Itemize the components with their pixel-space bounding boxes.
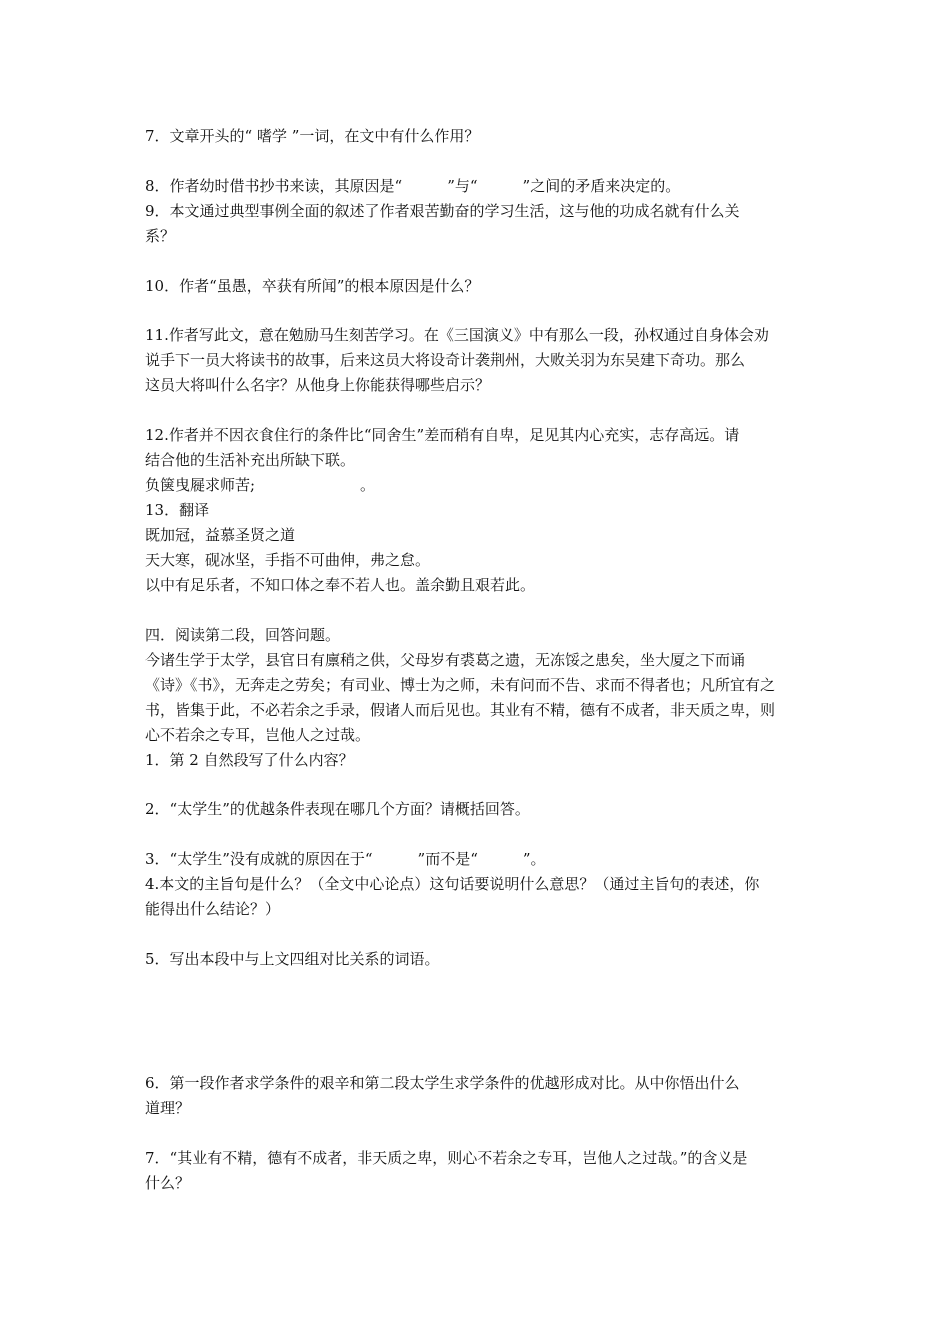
question-8: 8．作者幼时借书抄书来读，其原因是“ ”与“ ”之间的矛盾来决定的。	[145, 177, 681, 195]
question-11-line-3: 这员大将叫什么名字？从他身上你能获得哪些启示？	[145, 376, 491, 394]
section-4-question-3: 3．“太学生”没有成就的原因在于“ ”而不是“ ”。	[145, 850, 546, 868]
question-13-sentence-2: 天大寒，砚冰坚，手指不可曲伸，弗之怠。	[145, 551, 431, 569]
question-11-line-1: 11.作者写此文，意在勉励马生刻苦学习。在《三国演义》中有那么一段，孙权通过自身体会劝	[145, 326, 769, 344]
section-4-question-4-line-2: 能得出什么结论？）	[145, 900, 281, 918]
question-12-line-3: 负箧曳屣求师苦; 。	[145, 476, 376, 494]
section-4-question-6-line-2: 道理？	[145, 1099, 191, 1117]
passage-line-3: 书，皆集于此，不必若余之手录，假诸人而后见也。其业有不精，德有不成者，非天质之卑，则	[145, 701, 776, 719]
question-13-sentence-1: 既加冠，益慕圣贤之道	[145, 526, 296, 544]
section-4-question-2: 2．“太学生”的优越条件表现在哪几个方面？请概括回答。	[145, 800, 530, 818]
section-4-question-4-line-1: 4.本文的主旨句是什么？（全文中心论点）这句话要说明什么意思？（通过主旨句的表述，你	[145, 875, 760, 893]
question-7: 7．文章开头的“ 嗜学 ”一词，在文中有什么作用？	[145, 127, 480, 145]
question-9-line-1: 9．本文通过典型事例全面的叙述了作者艰苦勤奋的学习生活，这与他的功成名就有什么关	[145, 202, 740, 220]
question-13-sentence-3: 以中有足乐者，不知口体之奉不若人也。盖余勤且艰若此。	[145, 576, 536, 594]
question-12-line-1: 12.作者并不因衣食住行的条件比“同舍生”差而稍有自卑，足见其内心充实，志存高远。请	[145, 426, 740, 444]
question-10: 10．作者“虽愚，卒获有所闻”的根本原因是什么？	[145, 277, 480, 295]
question-12-line-2: 结合他的生活补充出所缺下联。	[145, 451, 356, 469]
question-13-title: 13．翻译	[145, 501, 210, 519]
section-4-question-7-line-1: 7．“其业有不精，德有不成者，非天质之卑，则心不若余之专耳，岂他人之过哉。”的含义是	[145, 1149, 748, 1167]
section-4-question-7-line-2: 什么？	[145, 1174, 191, 1192]
question-11-line-2: 说手下一员大将读书的故事，后来这员大将设奇计袭荆州，大败关羽为东吴建下奇功。那么	[145, 351, 746, 369]
section-4-question-6-line-1: 6．第一段作者求学条件的艰辛和第二段太学生求学条件的优越形成对比。从中你悟出什么	[145, 1074, 740, 1092]
passage-line-2: 《诗》《书》，无奔走之劳矣；有司业、博士为之师，未有问而不告、求而不得者也；凡所宜有之	[145, 676, 776, 694]
passage-line-1: 今诸生学于太学，县官日有廪稍之供，父母岁有裘葛之遗，无冻馁之患矣，坐大厦之下而诵	[145, 651, 746, 669]
passage-line-4: 心不若余之专耳，岂他人之过哉。	[145, 726, 371, 744]
section-4-heading: 四．阅读第二段，回答问题。	[145, 626, 341, 644]
question-9-line-2: 系？	[145, 227, 176, 245]
section-4-question-5: 5．写出本段中与上文四组对比关系的词语。	[145, 950, 440, 968]
section-4-question-1: 1．第 2 自然段写了什么内容？	[145, 751, 354, 769]
